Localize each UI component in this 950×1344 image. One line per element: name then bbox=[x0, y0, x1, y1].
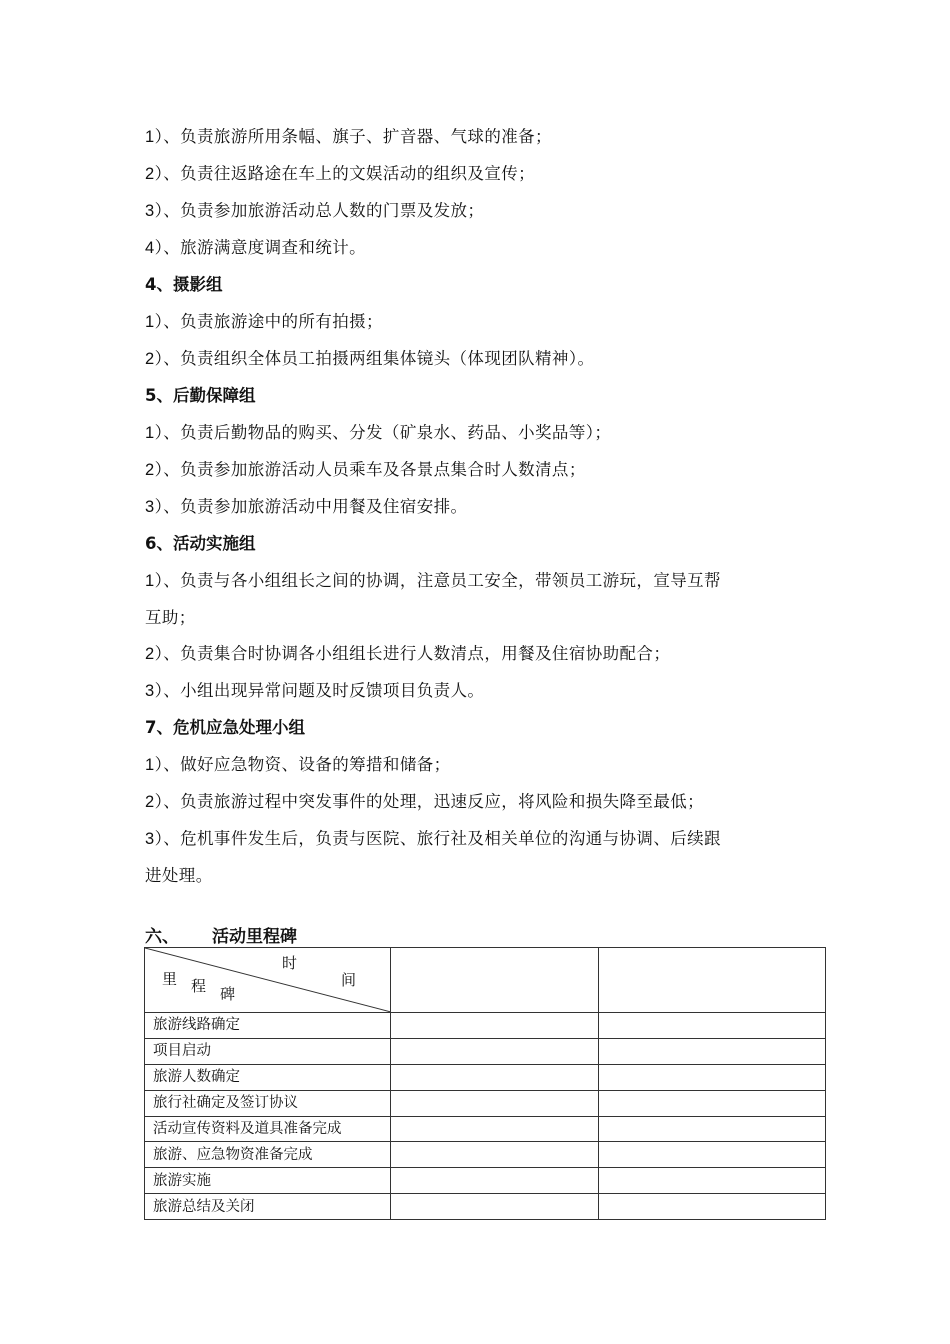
section-heading-implementation: 6、活动实施组 bbox=[145, 534, 256, 553]
header-time-char: 时 bbox=[282, 954, 298, 972]
table-row bbox=[145, 1013, 826, 1039]
time-cell[interactable] bbox=[599, 1013, 826, 1039]
table-row bbox=[145, 1194, 826, 1220]
time-column-cell[interactable] bbox=[391, 948, 599, 1013]
section-heading-crisis: 7、危机应急处理小组 bbox=[145, 718, 305, 737]
milestone-cell: 旅游、应急物资准备完成 bbox=[145, 1142, 391, 1168]
time-cell[interactable] bbox=[599, 1090, 826, 1116]
section-heading-logistics: 5、后勤保障组 bbox=[145, 386, 256, 405]
time-cell[interactable] bbox=[599, 1038, 826, 1064]
list-item: 3）、小组出现异常问题及时反馈项目负责人。 bbox=[145, 681, 485, 700]
milestone-cell: 活动宣传资料及道具准备完成 bbox=[145, 1116, 391, 1142]
list-item: 2）、负责旅游过程中突发事件的处理，迅速反应，将风险和损失降至最低； bbox=[145, 792, 705, 811]
table-row bbox=[145, 1090, 826, 1116]
list-item-continuation: 互助； bbox=[145, 608, 196, 627]
table-header-row bbox=[145, 948, 826, 1013]
time-cell[interactable] bbox=[599, 1064, 826, 1090]
list-item: 1）、负责后勤物品的购买、分发（矿泉水、药品、小奖品等）； bbox=[145, 423, 612, 442]
list-item: 3）、负责参加旅游活动中用餐及住宿安排。 bbox=[145, 497, 468, 516]
header-milestone-char: 碑 bbox=[220, 985, 236, 1003]
section-number: 六、 bbox=[145, 927, 179, 947]
header-time-char: 间 bbox=[341, 971, 357, 989]
list-item: 2）、负责集合时协调各小组组长进行人数清点，用餐及住宿协助配合； bbox=[145, 644, 671, 663]
milestone-cell: 旅游实施 bbox=[145, 1168, 391, 1194]
time-column-cell[interactable] bbox=[599, 948, 826, 1013]
diagonal-header-cell bbox=[145, 948, 391, 1013]
time-cell[interactable] bbox=[599, 1142, 826, 1168]
header-milestone-char: 程 bbox=[191, 977, 207, 995]
list-item: 4）、旅游满意度调查和统计。 bbox=[145, 238, 367, 257]
milestone-cell: 项目启动 bbox=[145, 1038, 391, 1064]
time-cell[interactable] bbox=[391, 1064, 599, 1090]
section-title: 活动里程碑 bbox=[212, 927, 297, 947]
table-row bbox=[145, 1064, 826, 1090]
list-item: 2）、负责参加旅游活动人员乘车及各景点集合时人数清点； bbox=[145, 460, 586, 479]
time-cell[interactable] bbox=[391, 1013, 599, 1039]
table-row bbox=[145, 1038, 826, 1064]
milestone-cell: 旅行社确定及签订协议 bbox=[145, 1090, 391, 1116]
list-item: 3）、危机事件发生后，负责与医院、旅行社及相关单位的沟通与协调、后续跟 bbox=[145, 829, 721, 848]
list-item: 1）、负责与各小组组长之间的协调，注意员工安全，带领员工游玩，宣导互帮 bbox=[145, 571, 721, 590]
time-cell[interactable] bbox=[599, 1168, 826, 1194]
time-cell[interactable] bbox=[391, 1090, 599, 1116]
section-heading-photography: 4、摄影组 bbox=[145, 275, 223, 294]
time-cell[interactable] bbox=[599, 1116, 826, 1142]
time-cell[interactable] bbox=[391, 1038, 599, 1064]
list-item: 3）、负责参加旅游活动总人数的门票及发放； bbox=[145, 201, 485, 220]
milestone-cell: 旅游总结及关闭 bbox=[145, 1194, 391, 1220]
milestone-table bbox=[144, 947, 826, 1220]
time-cell[interactable] bbox=[391, 1194, 599, 1220]
list-item: 2）、负责往返路途在车上的文娱活动的组织及宣传； bbox=[145, 164, 536, 183]
time-cell[interactable] bbox=[599, 1194, 826, 1220]
table-row bbox=[145, 1116, 826, 1142]
table-row bbox=[145, 1168, 826, 1194]
time-cell[interactable] bbox=[391, 1142, 599, 1168]
list-item: 1）、负责旅游途中的所有拍摄； bbox=[145, 312, 383, 331]
time-cell[interactable] bbox=[391, 1168, 599, 1194]
list-item: 2）、负责组织全体员工拍摄两组集体镜头（体现团队精神）。 bbox=[145, 349, 595, 368]
table-row bbox=[145, 1142, 826, 1168]
section-six-heading bbox=[145, 926, 297, 948]
milestone-cell: 旅游线路确定 bbox=[145, 1013, 391, 1039]
time-cell[interactable] bbox=[391, 1116, 599, 1142]
header-milestone-char: 里 bbox=[162, 970, 178, 988]
list-item-continuation: 进处理。 bbox=[145, 866, 213, 885]
milestone-cell: 旅游人数确定 bbox=[145, 1064, 391, 1090]
list-item: 1）、负责旅游所用条幅、旗子、扩音器、气球的准备； bbox=[145, 127, 552, 146]
list-item: 1）、做好应急物资、设备的筹措和储备； bbox=[145, 755, 451, 774]
